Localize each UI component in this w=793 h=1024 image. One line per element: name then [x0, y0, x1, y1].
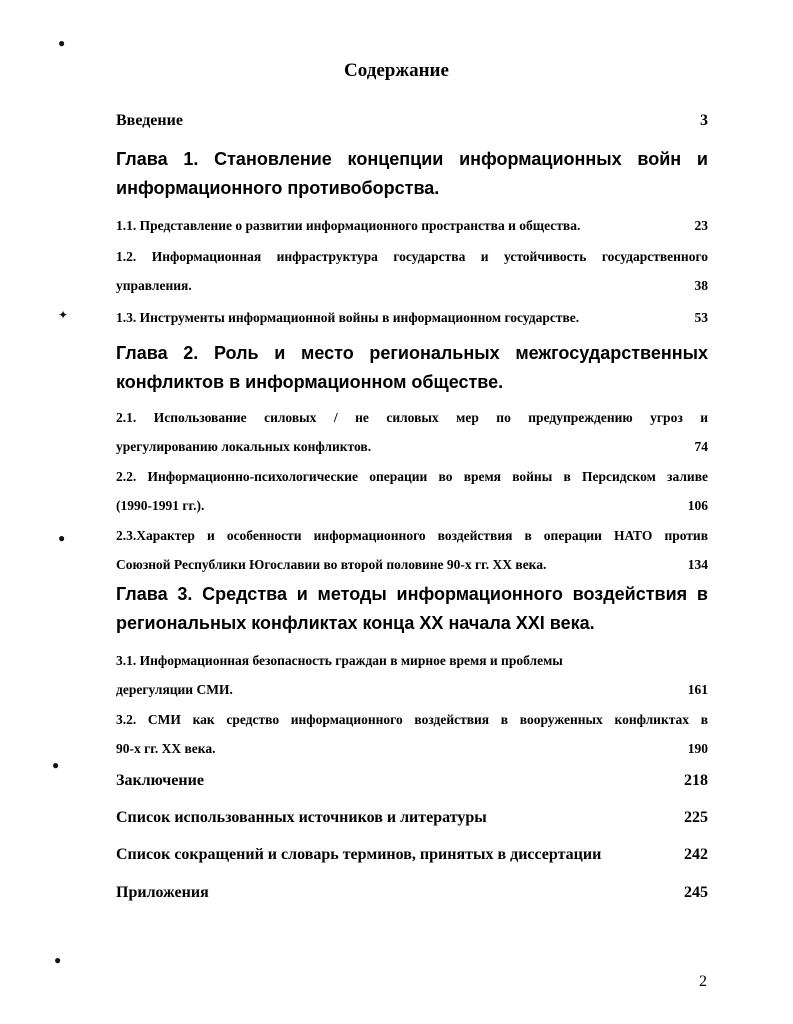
toc-label-end: [116, 675, 708, 704]
toc-entry-2-1[interactable]: [116, 403, 708, 461]
toc-entry-sources[interactable]: [116, 809, 708, 827]
toc-entry-1-1[interactable]: [116, 218, 708, 234]
toc-entry-1-3[interactable]: [116, 310, 708, 326]
toc-label: 90-х гг. XX века.: [116, 741, 216, 756]
toc-page: 53: [694, 310, 708, 325]
toc-chapter-2[interactable]: [116, 339, 708, 397]
toc-label: Список сокращений и словарь терминов, принятых в диссертации: [116, 846, 602, 863]
toc-page: 106: [687, 498, 708, 513]
toc-label: 1.3. Инструменты информационной войны в информационном государстве.: [116, 310, 580, 325]
toc-label: 2.2. Информационно-психологические операции во время войны в Персидском заливе: [116, 469, 708, 484]
chapter-line: конфликтов в информационном обществе.: [116, 372, 504, 392]
toc-label: Список использованных источников и литературы: [116, 809, 487, 826]
toc-label: 1.2. Информационная инфраструктура государства и устойчивость государственного: [116, 249, 708, 264]
toc-label: 3.2. СМИ как средство информационного воздействия в вооруженных конфликтах в: [116, 712, 708, 727]
toc-entry-1-2[interactable]: [116, 242, 708, 300]
toc-page: 190: [687, 741, 708, 756]
binding-hole-mark: ●: [54, 953, 62, 967]
toc-page: 134: [687, 557, 708, 572]
toc-label: Введение: [116, 112, 183, 129]
toc-entry-intro[interactable]: [116, 112, 708, 130]
chapter-line: информационного противоборства.: [116, 178, 440, 198]
chapter-line: Глава 2. Роль и место региональных межгосударственных: [116, 343, 708, 363]
toc-label: 1.1. Представление о развитии информационного пространства и общества.: [116, 218, 581, 233]
page-title: Содержание: [344, 60, 449, 81]
toc-chapter-3[interactable]: [116, 580, 708, 638]
toc-entry-3-1[interactable]: [116, 646, 708, 704]
toc-chapter-1[interactable]: [116, 145, 708, 203]
toc-entry-2-3[interactable]: [116, 521, 708, 579]
binding-hole-mark: ●: [58, 36, 66, 50]
toc-label-end: [116, 491, 708, 520]
toc-label-end: [116, 550, 708, 579]
toc-page: 23: [694, 218, 708, 233]
toc-entry-2-2[interactable]: [116, 462, 708, 520]
toc-entry-abbreviations[interactable]: [116, 846, 708, 864]
toc-page: 225: [684, 809, 708, 826]
binding-hole-mark: ✦: [58, 308, 69, 322]
toc-page: 161: [687, 682, 708, 697]
toc-label: 3.1. Информационная безопасность граждан в мирное время и проблемы: [116, 653, 563, 668]
toc-label: (1990-1991 гг.).: [116, 498, 205, 513]
toc-label: дерегуляции СМИ.: [116, 682, 233, 697]
toc-label-end: [116, 271, 708, 300]
toc-page: 3: [700, 112, 708, 129]
toc-entry-conclusion[interactable]: [116, 772, 708, 790]
chapter-line: региональных конфликтах конца XX начала XXI века.: [116, 613, 595, 633]
toc-label: 2.3.Характер и особенности информационного воздействия в операции НАТО против: [116, 528, 708, 543]
toc-page: 218: [684, 772, 708, 789]
toc-label: урегулированию локальных конфликтов.: [116, 439, 372, 454]
toc-page: 242: [684, 846, 708, 863]
toc-entry-appendix[interactable]: [116, 884, 708, 902]
toc-page: 74: [694, 439, 708, 454]
toc-label: Приложения: [116, 884, 209, 901]
toc-page: 38: [694, 278, 708, 293]
toc-entry-3-2[interactable]: [116, 705, 708, 763]
toc-label: 2.1. Использование силовых / не силовых мер по предупреждению угроз и: [116, 410, 708, 425]
toc-label-end: [116, 734, 708, 763]
binding-hole-mark: ●: [58, 531, 66, 545]
chapter-line: Глава 1. Становление концепции информационных войн и: [116, 149, 708, 169]
toc-label: управления.: [116, 278, 192, 293]
toc-label-end: [116, 432, 708, 461]
toc-label: Заключение: [116, 772, 204, 789]
toc-label: Союзной Республики Югославии во второй половине 90-х гг. XX века.: [116, 557, 547, 572]
toc-page: 245: [684, 884, 708, 901]
page-number: 2: [699, 973, 707, 990]
chapter-line: Глава 3. Средства и методы информационного воздействия в: [116, 584, 708, 604]
binding-hole-mark: ●: [52, 758, 60, 772]
